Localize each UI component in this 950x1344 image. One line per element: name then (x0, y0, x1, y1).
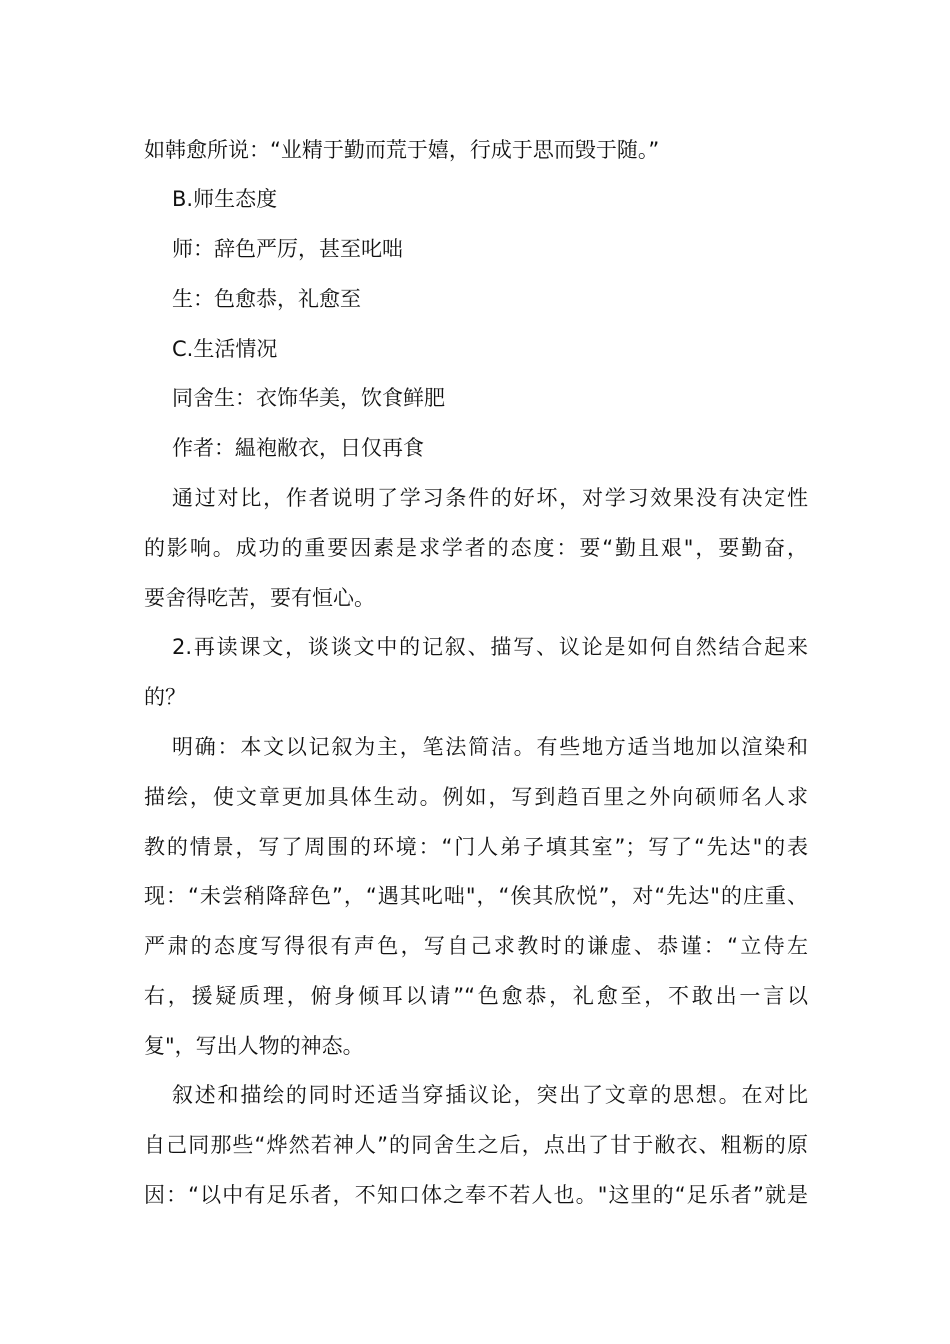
paragraph-line: 严肃的态度写得很有声色，写自己求教时的谦虚、恭谨：“立侍左 (144, 934, 808, 958)
text-line: 作者：緼袍敝衣，日仅再食 (172, 436, 424, 460)
paragraph-line: 叙述和描绘的同时还适当穿插议论，突出了文章的思想。在对比 (172, 1083, 808, 1107)
paragraph-line: 描绘，使文章更加具体生动。例如，写到趋百里之外向硕师名人求 (144, 785, 808, 809)
question-line: 2.再读课文，谈谈文中的记叙、描写、议论是如何自然结合起来 (172, 635, 808, 659)
paragraph-line: 右，援疑质理，俯身倾耳以请”“色愈恭，礼愈至，不敢出一言以 (144, 984, 808, 1008)
question-line: 的？ (144, 685, 186, 709)
paragraph-line: 明确：本文以记叙为主，笔法简洁。有些地方适当地加以渲染和 (172, 735, 808, 759)
text-line: 生：色愈恭，礼愈至 (172, 287, 361, 311)
paragraph-line: 现：“未尝稍降辞色”，“遇其叱咄"，“俟其欣悦”，对“先达"的庄重、 (144, 884, 808, 908)
paragraph-line: 通过对比，作者说明了学习条件的好坏，对学习效果没有决定性 (172, 486, 808, 510)
paragraph-line: 自己同那些“烨然若神人”的同舍生之后，点出了甘于敝衣、粗粝的原 (144, 1133, 808, 1157)
section-heading: C.生活情况 (172, 337, 278, 361)
paragraph-line: 教的情景，写了周围的环境：“门人弟子填其室”；写了“先达"的表 (144, 835, 808, 859)
paragraph-line: 因：“以中有足乐者，不知口体之奉不若人也。"这里的“足乐者”就是 (144, 1183, 808, 1207)
paragraph-line: 复"，写出人物的神态。 (144, 1034, 364, 1058)
paragraph-line: 的影响。成功的重要因素是求学者的态度：要“勤且艰"，要勤奋， (144, 536, 808, 560)
paragraph-line: 要舍得吃苦，要有恒心。 (144, 586, 375, 610)
section-heading: B.师生态度 (172, 187, 278, 211)
text-line: 同舍生：衣饰华美，饮食鲜肥 (172, 386, 445, 410)
text-line: 如韩愈所说：“业精于勤而荒于嬉，行成于思而毁于随。” (144, 138, 660, 162)
text-line: 师：辞色严厉，甚至叱咄 (172, 237, 403, 261)
